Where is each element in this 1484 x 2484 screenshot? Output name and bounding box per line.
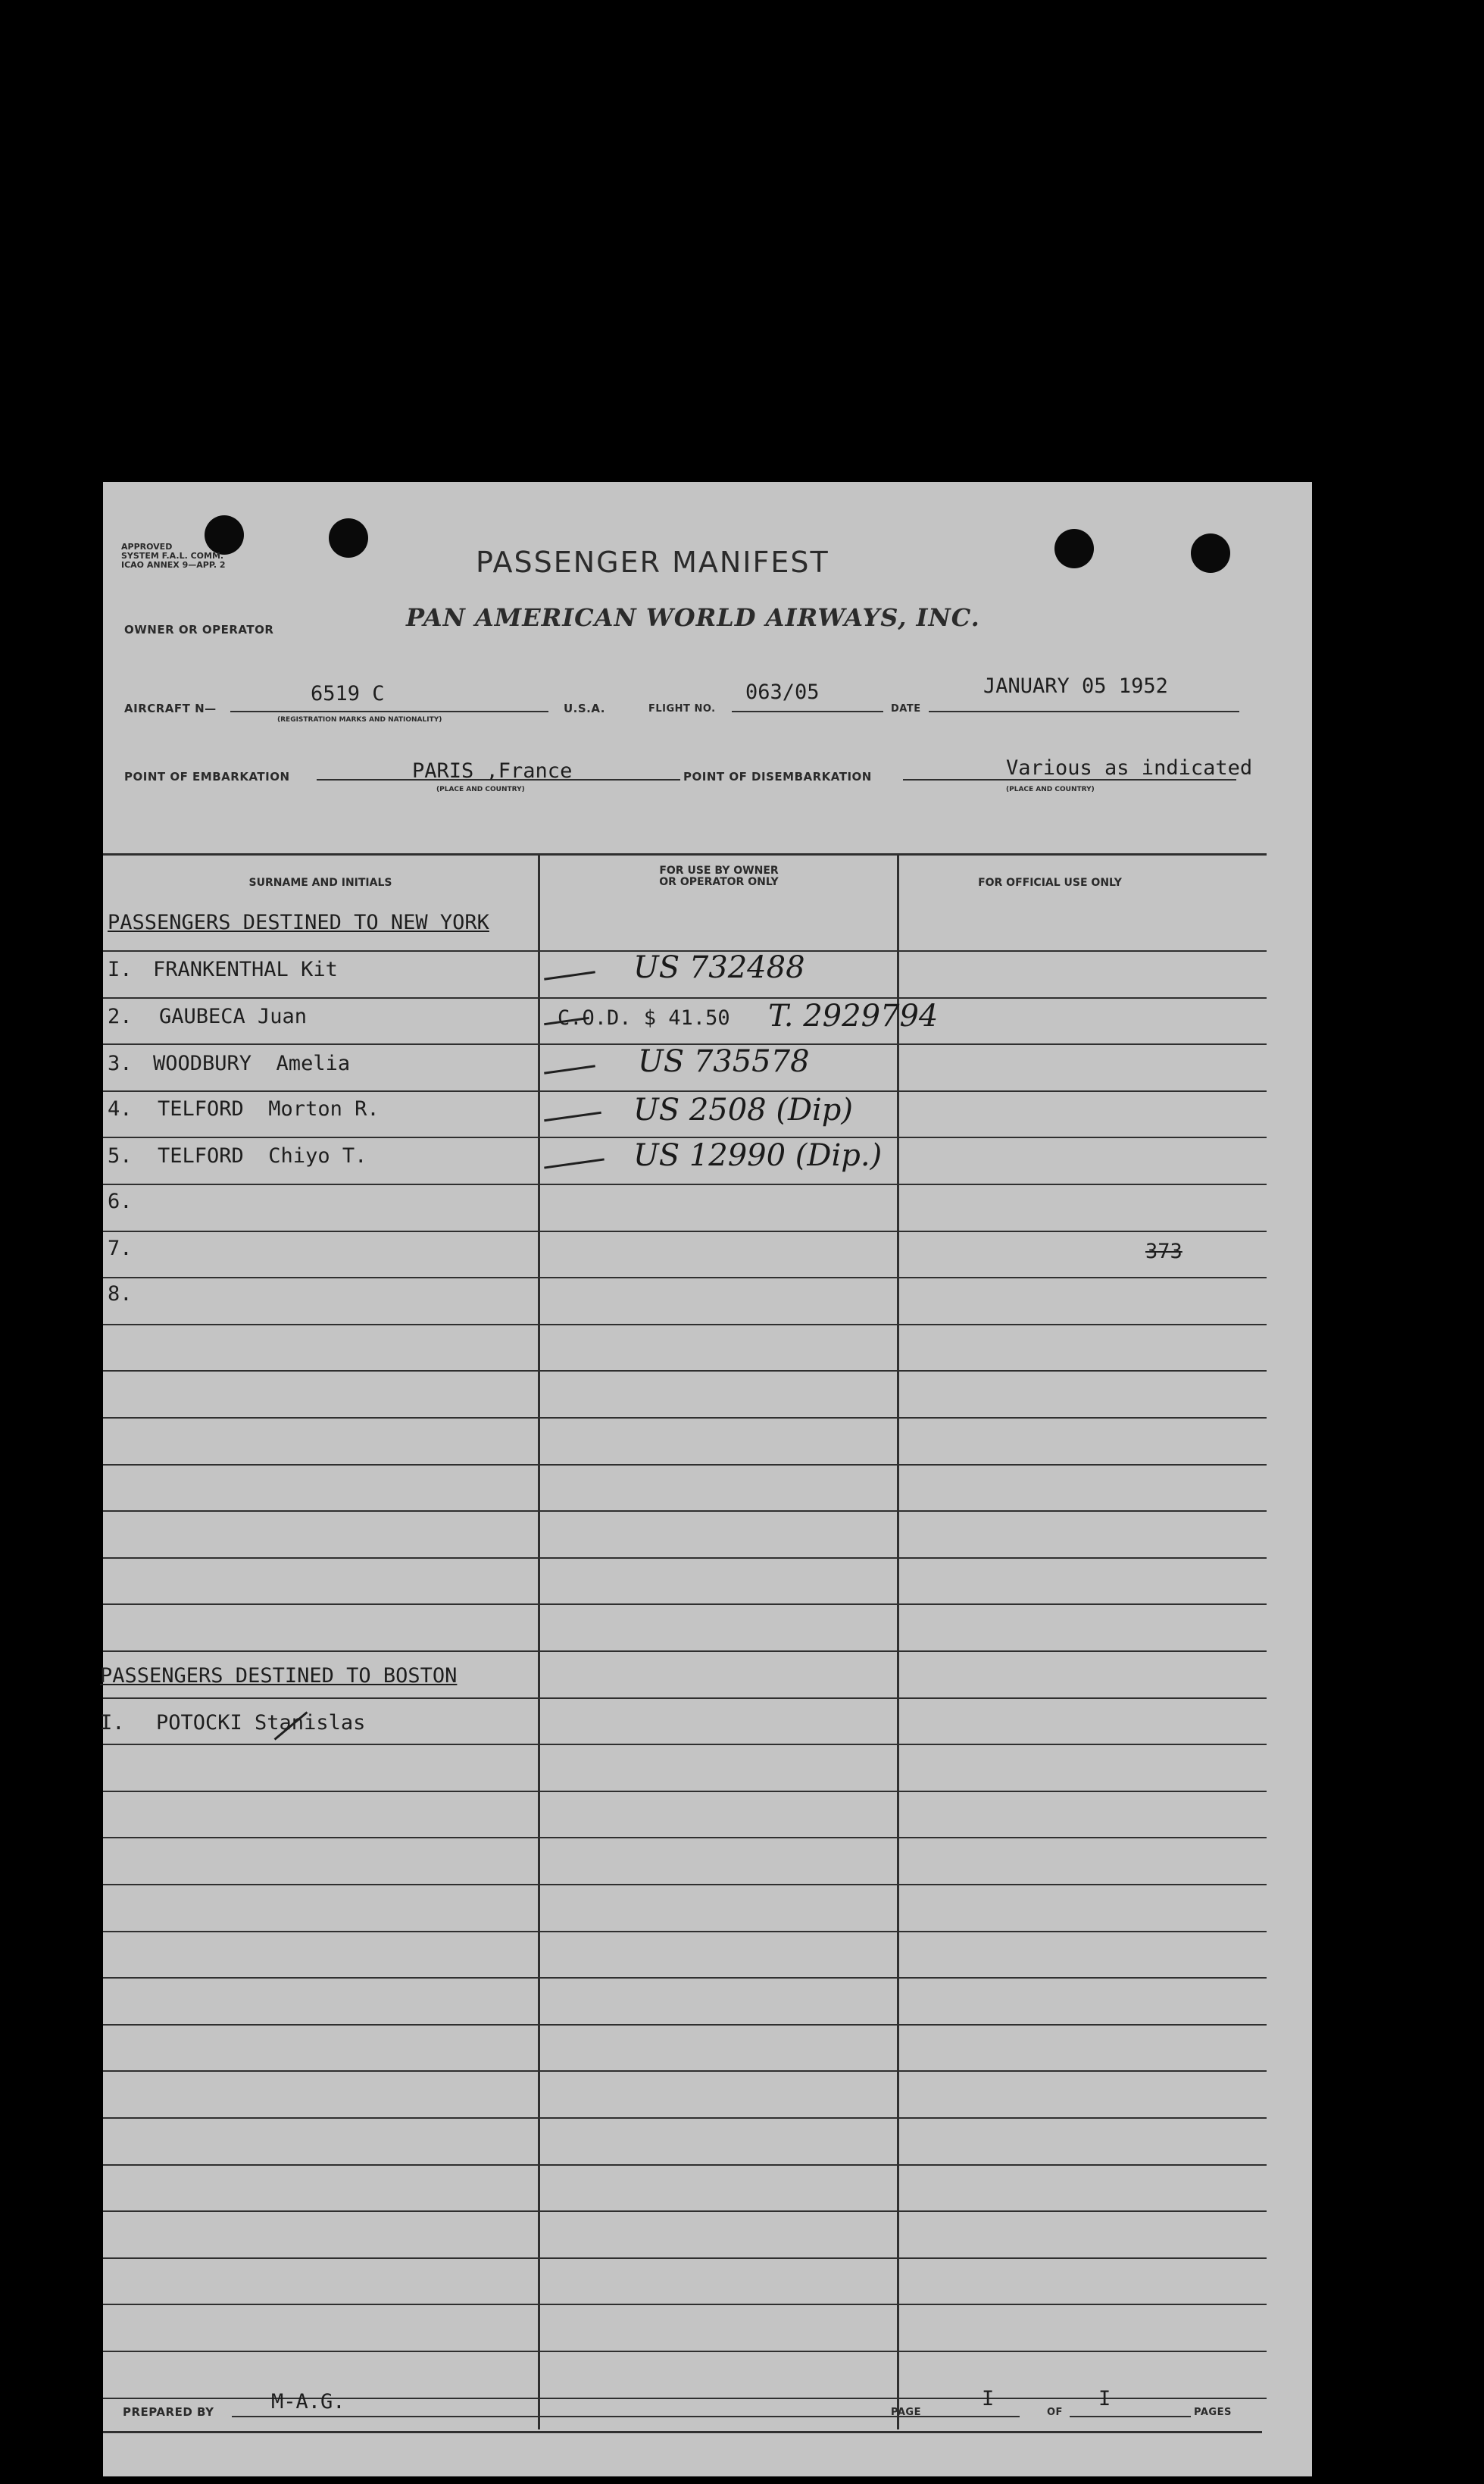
- ruled-line: [103, 1603, 1267, 1605]
- date-underline: [929, 711, 1239, 712]
- owner-note: US 732488: [633, 950, 805, 985]
- embark-value: PARIS ,France: [412, 759, 573, 783]
- aircraft-underline: [230, 711, 548, 712]
- page-underline: [929, 2416, 1020, 2417]
- column-header-surname: SURNAME AND INITIALS: [248, 877, 392, 889]
- ruled-line: [103, 1417, 1267, 1419]
- row-number: 3.: [108, 1052, 133, 1075]
- ruled-line: [103, 2164, 1267, 2166]
- ruled-line: [103, 1557, 1267, 1559]
- table-top-border: [103, 853, 1267, 856]
- owner-note: US 12990 (Dip.): [633, 1138, 883, 1173]
- embark-label: POINT OF EMBARKATION: [124, 770, 290, 784]
- ruled-line: [103, 2070, 1267, 2072]
- table-bottom-border: [103, 2431, 1262, 2433]
- ruled-line: [103, 997, 1267, 999]
- flight-label: FLIGHT NO.: [648, 703, 716, 715]
- ruled-line: [103, 1464, 1267, 1466]
- of-value: I: [1098, 2387, 1111, 2410]
- row-number: I.: [100, 1711, 125, 1735]
- row-number: 2.: [108, 1005, 133, 1028]
- tick-mark: [544, 971, 595, 980]
- punch-hole: [329, 518, 368, 558]
- ruled-line: [103, 2304, 1267, 2305]
- prepared-label: PREPARED BY: [123, 2405, 214, 2419]
- ruled-line: [103, 1277, 1267, 1278]
- flight-value: 063/05: [745, 680, 820, 704]
- official-note: 373: [1145, 1240, 1183, 1263]
- owner-label: OWNER OR OPERATOR: [124, 623, 274, 637]
- date-value: JANUARY 05 1952: [983, 674, 1168, 698]
- ruled-line: [103, 1744, 1267, 1745]
- ruled-line: [103, 1184, 1267, 1185]
- row-number: 8.: [108, 1282, 133, 1306]
- ruled-line: [103, 1884, 1267, 1885]
- disembark-label: POINT OF DISEMBARKATION: [683, 770, 872, 784]
- aircraft-label: AIRCRAFT N—: [124, 702, 217, 715]
- column-header-owner-line: OR OPERATOR ONLY: [659, 876, 779, 888]
- tick-mark: [544, 1158, 605, 1168]
- punch-hole: [1054, 529, 1094, 568]
- ruled-line: [103, 2351, 1267, 2352]
- punch-hole: [1191, 533, 1230, 573]
- column-header-official: FOR OFFICIAL USE ONLY: [978, 877, 1122, 889]
- disembark-sub-label: (PLACE AND COUNTRY): [1006, 786, 1095, 793]
- ruled-line: [103, 2024, 1267, 2026]
- page-value: I: [982, 2387, 995, 2410]
- ruled-line: [103, 1931, 1267, 1932]
- date-label: DATE: [891, 703, 921, 715]
- ruled-line: [103, 2257, 1267, 2259]
- row-number: 6.: [108, 1190, 133, 1213]
- ruled-line: [103, 1510, 1267, 1512]
- tick-mark: [544, 1112, 601, 1122]
- row-number: 5.: [108, 1144, 133, 1168]
- prepared-underline: [232, 2416, 974, 2417]
- aircraft-value: 6519 C: [311, 682, 385, 705]
- approved-block: [121, 543, 226, 570]
- pages-label: PAGES: [1194, 2407, 1232, 2418]
- ruled-line: [103, 1370, 1267, 1372]
- passenger-name: WOODBURY Amelia: [153, 1052, 351, 1075]
- owner-note: US 735578: [638, 1044, 810, 1079]
- section-heading-new-york: PASSENGERS DESTINED TO NEW YORK: [108, 911, 489, 934]
- approved-line: APPROVED: [121, 542, 173, 552]
- prepared-value: M-A.G.: [271, 2390, 345, 2414]
- aircraft-sub-label: (REGISTRATION MARKS AND NATIONALITY): [277, 716, 442, 724]
- owner-note: US 2508 (Dip): [633, 1093, 854, 1128]
- ruled-line: [103, 1791, 1267, 1792]
- approved-line: ICAO ANNEX 9—APP. 2: [121, 560, 226, 570]
- row-number: I.: [108, 958, 133, 981]
- ruled-line: [103, 1650, 1267, 1652]
- manifest-sheet: [100, 482, 1312, 2476]
- column-divider: [897, 853, 899, 2429]
- section-heading-boston: PASSENGERS DESTINED TO BOSTON: [100, 1664, 458, 1688]
- row-number: 4.: [108, 1097, 133, 1121]
- of-label: OF: [1047, 2407, 1063, 2418]
- column-header-owner-line: FOR USE BY OWNER: [659, 865, 779, 877]
- passenger-name: TELFORD Chiyo T.: [158, 1144, 367, 1168]
- of-underline: [1070, 2416, 1191, 2417]
- ruled-line: [103, 1231, 1267, 1232]
- owner-note-handwritten: T. 2929794: [768, 999, 939, 1034]
- passenger-name: GAUBECA Juan: [159, 1005, 308, 1028]
- form-title: PASSENGER MANIFEST: [476, 546, 829, 579]
- column-divider: [538, 853, 540, 2429]
- ruled-line: [103, 1324, 1267, 1325]
- ruled-line: [103, 1977, 1267, 1979]
- column-header-owner: [541, 865, 897, 888]
- embark-sub-label: (PLACE AND COUNTRY): [436, 786, 525, 793]
- page-label: PAGE: [891, 2407, 921, 2418]
- usa-label: U.S.A.: [564, 702, 605, 715]
- ruled-line: [103, 1697, 1267, 1699]
- owner-note: C.O.D. $ 41.50: [558, 1006, 730, 1030]
- row-number: 7.: [108, 1237, 133, 1260]
- passenger-name: TELFORD Morton R.: [158, 1097, 380, 1121]
- airline-name: PAN AMERICAN WORLD AIRWAYS, INC.: [406, 603, 980, 632]
- approved-line: SYSTEM F.A.L. COMM.: [121, 551, 224, 561]
- tick-mark: [544, 1065, 595, 1074]
- passenger-name: POTOCKI Stanislas: [156, 1711, 366, 1735]
- ruled-line: [103, 1090, 1267, 1092]
- ruled-line: [103, 2210, 1267, 2212]
- ruled-line: [103, 1837, 1267, 1838]
- passenger-name: FRANKENTHAL Kit: [153, 958, 338, 981]
- ruled-line: [103, 2117, 1267, 2119]
- disembark-value: Various as indicated: [1006, 756, 1253, 780]
- flight-underline: [732, 711, 883, 712]
